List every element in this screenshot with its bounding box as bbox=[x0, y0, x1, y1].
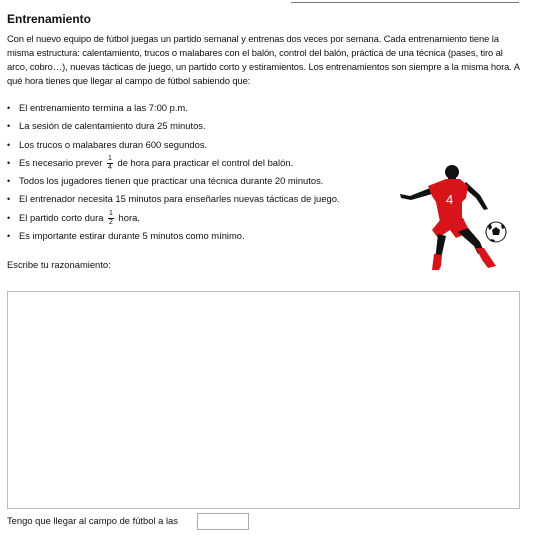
player-left-arm bbox=[400, 188, 432, 200]
player-back-sock bbox=[432, 254, 442, 270]
bullet-icon: • bbox=[7, 212, 11, 223]
condition-text: de hora para practicar el control del balón. bbox=[117, 156, 294, 168]
fraction-numerator: 1 bbox=[107, 154, 112, 162]
condition-item bbox=[7, 227, 340, 245]
bullet-icon: • bbox=[7, 103, 11, 113]
condition-text: El partido corto dura bbox=[19, 211, 104, 223]
condition-item bbox=[7, 117, 340, 135]
condition-text: El entrenamiento termina a las 7:00 p.m. bbox=[19, 102, 188, 113]
header-rule bbox=[291, 2, 519, 3]
condition-text: Los trucos o malabares duran 600 segundos. bbox=[19, 138, 208, 150]
exercise-title: Entrenamiento bbox=[7, 12, 92, 26]
bullet-icon: • bbox=[7, 176, 11, 187]
fraction-denominator: 4 bbox=[107, 163, 112, 171]
shirt-number: 4 bbox=[446, 192, 454, 207]
reasoning-prompt: Escribe tu razonamiento: bbox=[7, 259, 111, 270]
final-answer-label: Tengo que llegar al campo de fútbol a las bbox=[7, 515, 178, 526]
bullet-icon: • bbox=[7, 231, 11, 242]
exercise-intro: Con el nuevo equipo de fútbol juegas un partido semanal y entrenas dos veces por semana. Cada entrenamiento tiene la misma estructura: calentamiento, trucos o malabares con el balón, control del balón, práctica de una técnica (pases, tiro al arco, cobro…), nuevas tácticas de juego, un partido corto y estiramientos. Los entrenamientos son siempre a la misma hora. A qué hora tienes que llegar al campo de fútbol sabiendo que: bbox=[7, 33, 520, 86]
condition-text: Es importante estirar durante 5 minutos como mínimo. bbox=[19, 230, 245, 242]
player-head bbox=[445, 165, 459, 179]
condition-text: Es necesario prever bbox=[19, 156, 103, 168]
condition-item bbox=[7, 154, 340, 172]
condition-text: hora. bbox=[118, 211, 140, 223]
conditions-list bbox=[7, 99, 340, 245]
fraction bbox=[108, 210, 114, 227]
condition-text: La sesión de calentamiento dura 25 minutos. bbox=[19, 120, 206, 132]
condition-text: Todos los jugadores tienen que practicar una técnica durante 20 minutos. bbox=[19, 175, 324, 187]
soccer-player-illustration bbox=[396, 162, 512, 278]
bullet-icon: • bbox=[7, 139, 11, 150]
bullet-icon: • bbox=[7, 157, 11, 168]
fraction-numerator: 1 bbox=[109, 209, 113, 217]
arrival-time-input[interactable] bbox=[197, 513, 249, 530]
fraction-denominator: 2 bbox=[109, 218, 113, 226]
condition-text: El entrenador necesita 15 minutos para enseñarles nuevas tácticas de juego. bbox=[19, 193, 340, 205]
bullet-icon: • bbox=[7, 194, 11, 205]
condition-item bbox=[7, 136, 340, 154]
condition-item bbox=[7, 99, 340, 117]
bullet-icon: • bbox=[7, 121, 11, 132]
condition-item bbox=[7, 209, 340, 227]
reasoning-textarea[interactable] bbox=[7, 291, 520, 509]
condition-item bbox=[7, 172, 340, 190]
player-front-sock bbox=[476, 248, 496, 268]
condition-item bbox=[7, 190, 340, 208]
fraction bbox=[107, 155, 113, 172]
